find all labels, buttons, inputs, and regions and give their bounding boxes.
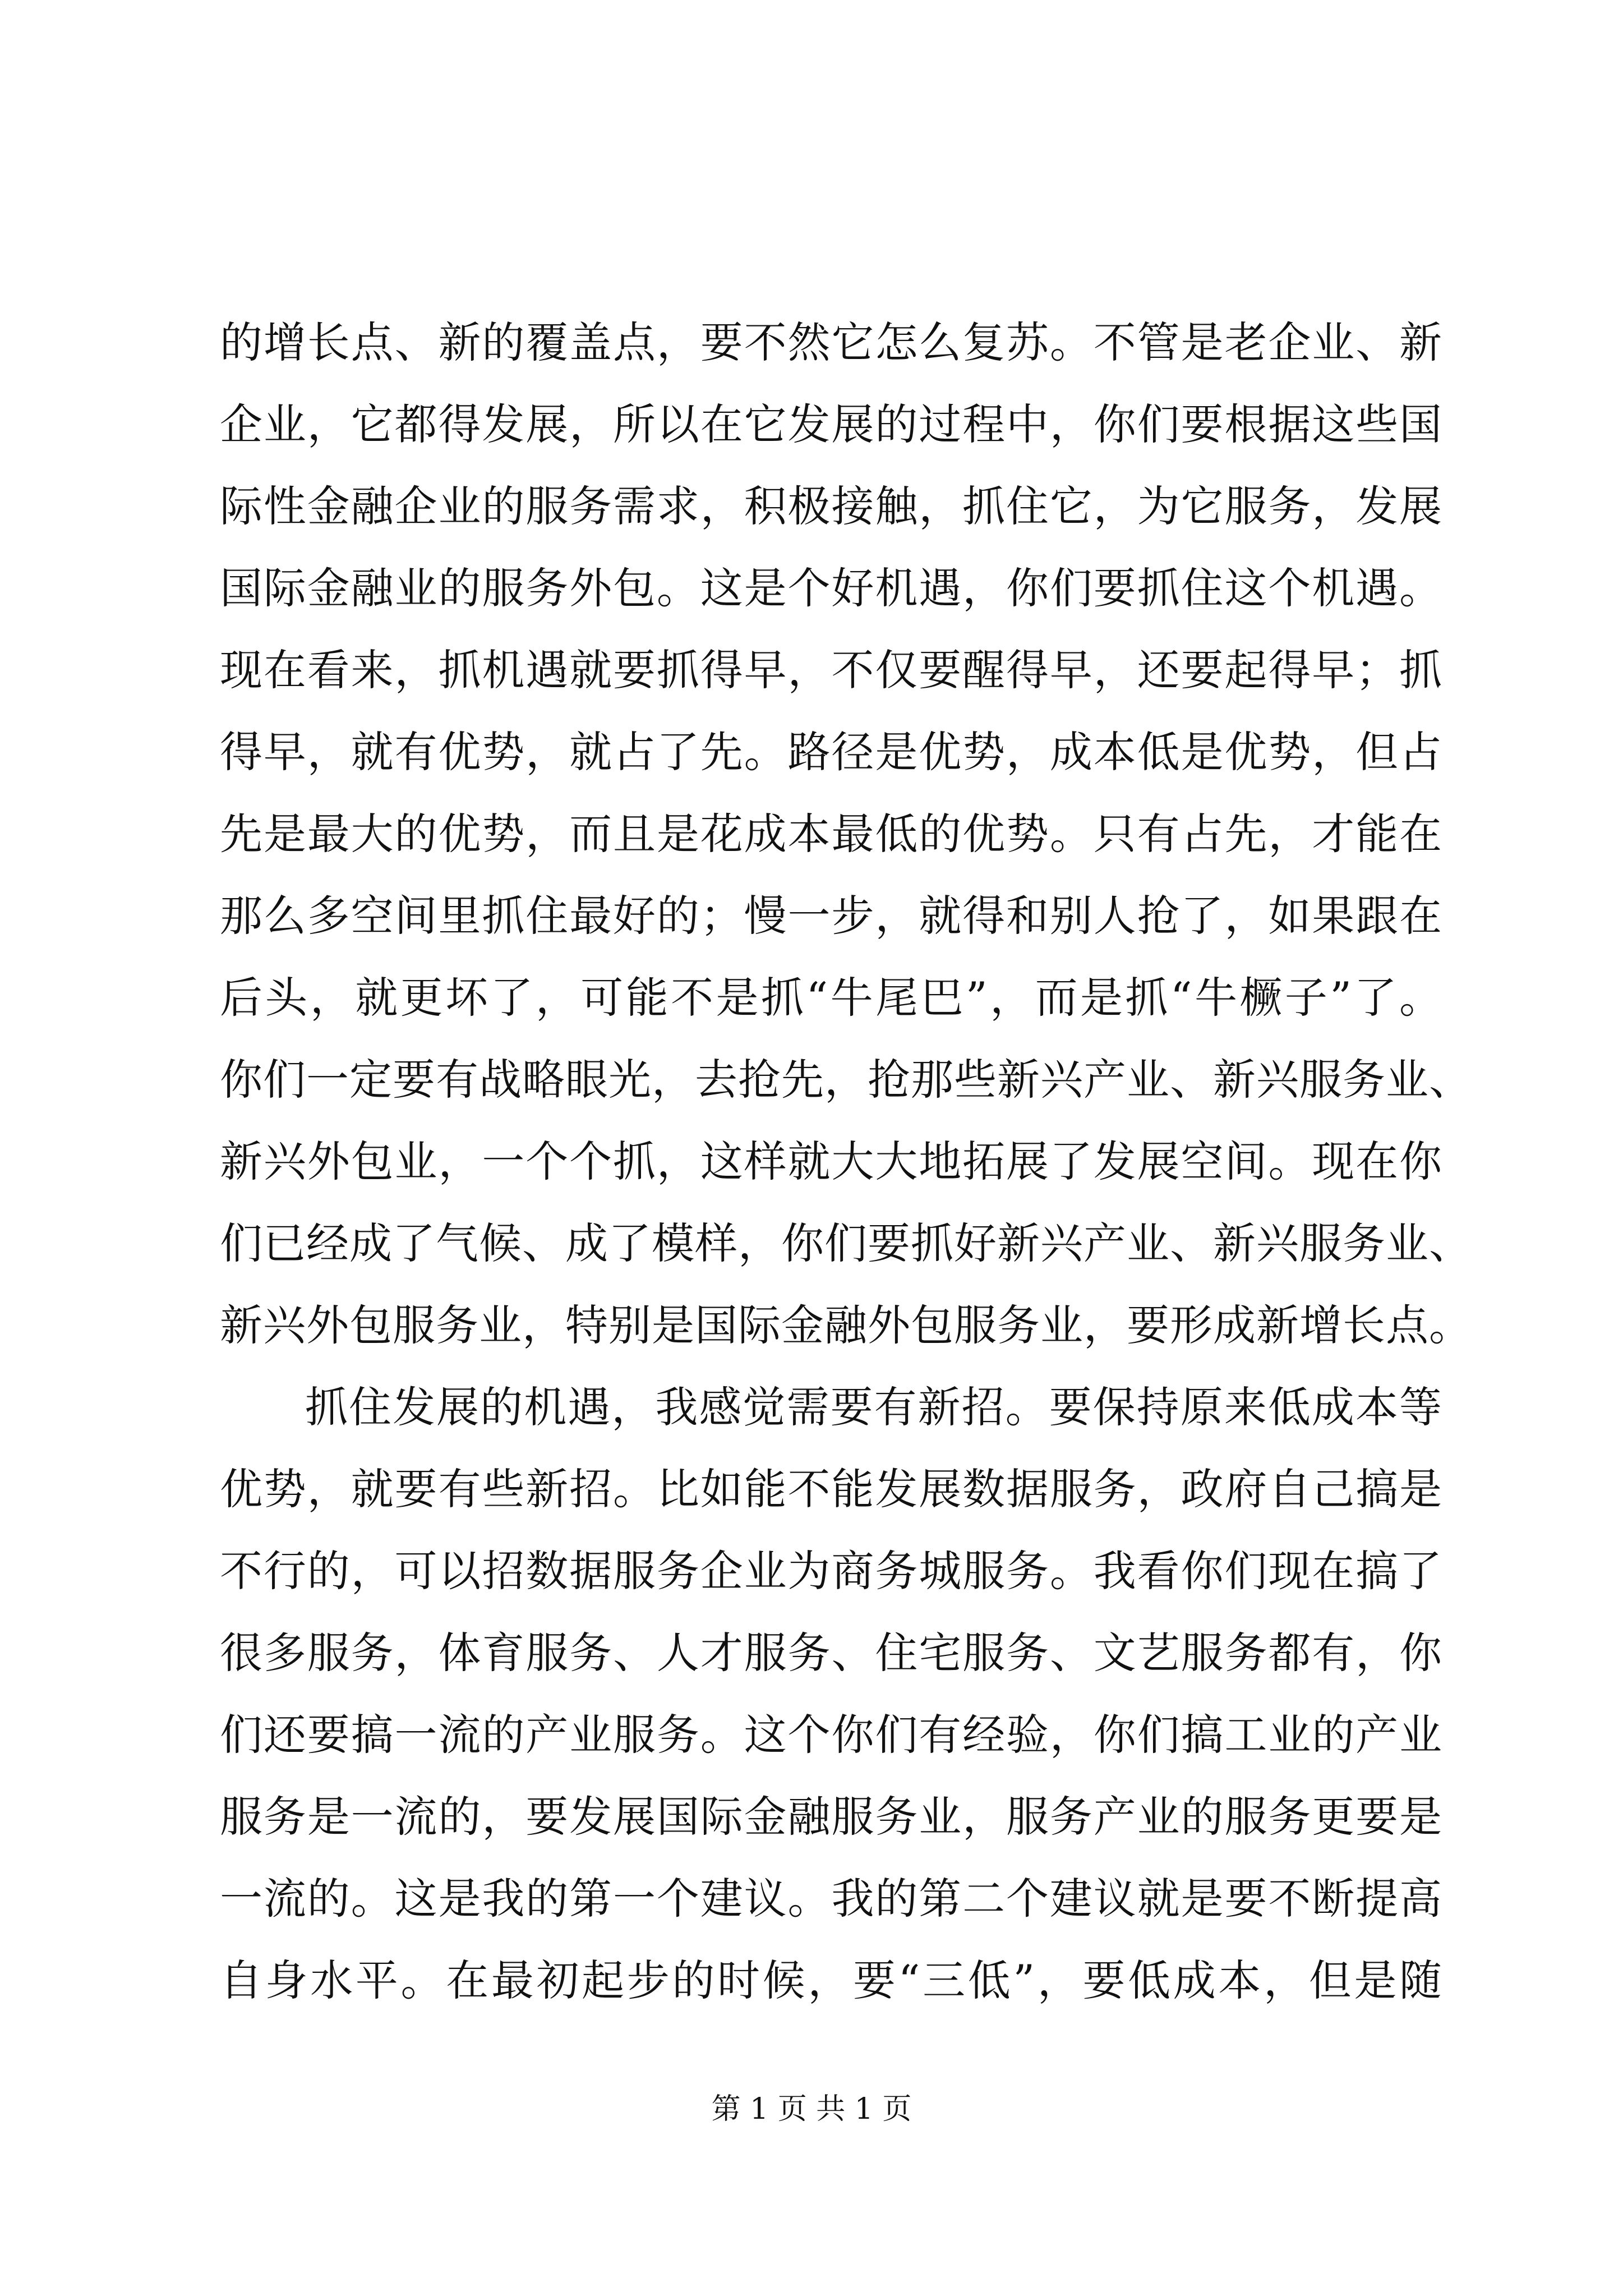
text-line: 得早，就有优势，就占了先。路径是优势，成本低是优势，但占 [220,727,1442,777]
text-line: 服务是一流的，要发展国际金融服务业，服务产业的服务更要是 [220,1792,1442,1842]
text-line: 新兴外包业，一个个抓，这样就大大地拓展了发展空间。现在你 [220,1137,1442,1186]
text-line: 国际金融业的服务外包。这是个好机遇，你们要抓住这个机遇。 [220,563,1442,613]
text-line: 新兴外包服务业，特别是国际金融外包服务业，要形成新增长点。 [220,1300,1472,1350]
text-line: 现在看来，抓机遇就要抓得早，不仅要醒得早，还要起得早；抓 [220,645,1442,695]
text-line: 很多服务，体育服务、人才服务、住宅服务、文艺服务都有，你 [220,1628,1442,1678]
text-line: 际性金融企业的服务需求，积极接触，抓住它，为它服务，发展 [220,481,1442,531]
text-line: 那么多空间里抓住最好的；慢一步，就得和别人抢了，如果跟在 [220,891,1442,941]
text-line: 后头，就更坏了，可能不是抓“牛尾巴”，而是抓“牛橛子”了。 [220,973,1442,1023]
text-line: 优势，就要有些新招。比如能不能发展数据服务，政府自己搞是 [220,1464,1442,1514]
body-text [220,302,1472,2022]
page-footer: 第 1 页 共 1 页 [711,2092,912,2126]
text-line: 先是最大的优势，而且是花成本最低的优势。只有占先，才能在 [220,809,1442,859]
text-line: 一流的。这是我的第一个建议。我的第二个建议就是要不断提高 [220,1874,1442,1924]
text-line: 们已经成了气候、成了模样，你们要抓好新兴产业、新兴服务业、 [220,1218,1472,1268]
text-line: 自身水平。在最初起步的时候，要“三低”，要低成本，但是随 [220,1955,1442,2005]
text-line: 不行的，可以招数据服务企业为商务城服务。我看你们现在搞了 [220,1546,1442,1596]
text-line: 你们一定要有战略眼光，去抢先，抢那些新兴产业、新兴服务业、 [220,1055,1472,1105]
text-line: 的增长点、新的覆盖点，要不然它怎么复苏。不管是老企业、新 [220,318,1442,367]
text-line: 们还要搞一流的产业服务。这个你们有经验，你们搞工业的产业 [220,1710,1442,1760]
text-line: 抓住发展的机遇，我感觉需要有新招。要保持原来低成本等 [305,1382,1442,1432]
text-line: 企业，它都得发展，所以在它发展的过程中，你们要根据这些国 [220,399,1442,449]
